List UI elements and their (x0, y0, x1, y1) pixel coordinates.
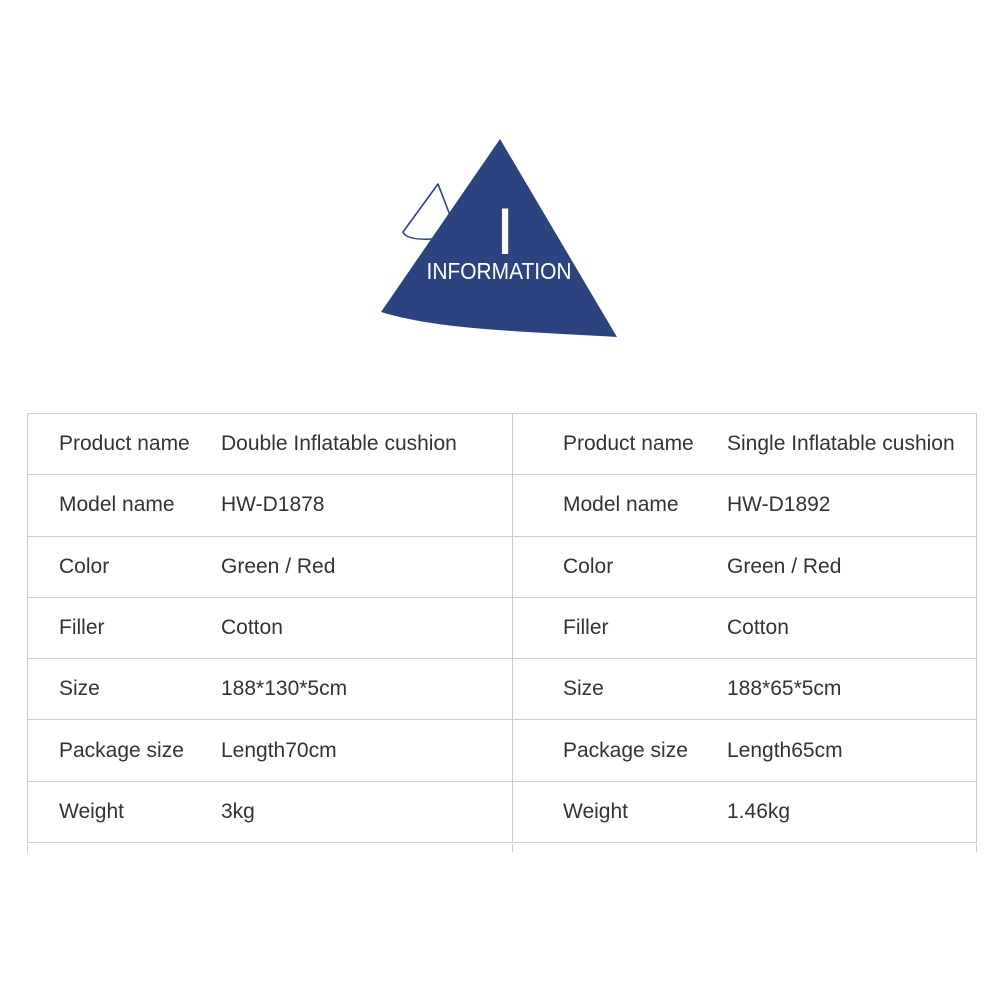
spec-label: Package size (563, 738, 688, 762)
spec-label: Filler (59, 615, 105, 639)
table-row (513, 659, 976, 720)
spec-label: Color (563, 554, 614, 578)
table-row (513, 782, 976, 842)
spec-label: Size (563, 677, 604, 701)
table-row (513, 598, 976, 659)
table-cutoff-stub (976, 844, 977, 852)
spec-label: Model name (563, 493, 679, 517)
spec-value: 3kg (221, 799, 255, 823)
logo-title: INFORMATION (426, 258, 572, 284)
spec-value: Length65cm (727, 738, 843, 762)
table-row (513, 475, 976, 536)
spec-label: Size (59, 677, 100, 701)
spec-value: Cotton (727, 615, 789, 639)
spec-label: Filler (563, 615, 609, 639)
spec-value: Green / Red (727, 554, 842, 578)
spec-label: Model name (59, 493, 175, 517)
spec-label: Package size (59, 738, 184, 762)
table-row (28, 659, 512, 720)
information-logo (360, 120, 660, 365)
table-row (28, 720, 512, 781)
spec-value: Cotton (221, 615, 283, 639)
table-row (513, 414, 976, 475)
table-cutoff-stub (512, 844, 513, 852)
table-row (28, 537, 512, 598)
spec-value: HW-D1878 (221, 493, 325, 517)
spec-value: Single Inflatable cushion (727, 432, 955, 456)
spec-label: Weight (563, 799, 628, 823)
spec-value: Length70cm (221, 738, 337, 762)
table-row (28, 475, 512, 536)
spec-label: Product name (59, 432, 190, 456)
table-row (513, 537, 976, 598)
table-cutoff-stub (27, 844, 28, 852)
table-row (513, 720, 976, 781)
spec-label: Color (59, 554, 110, 578)
spec-value: HW-D1892 (727, 493, 831, 517)
spec-value: 188*65*5cm (727, 677, 842, 701)
spec-value: 188*130*5cm (221, 677, 348, 701)
spec-table-double-cushion (28, 414, 513, 842)
table-row (28, 598, 512, 659)
logo-letter-mark: I (495, 194, 515, 268)
spec-table-single-cushion (513, 414, 976, 842)
spec-label: Product name (563, 432, 694, 456)
table-row (28, 414, 512, 475)
spec-value: 1.46kg (727, 799, 791, 823)
spec-table (27, 413, 977, 843)
spec-value: Double Inflatable cushion (221, 432, 457, 456)
spec-label: Weight (59, 799, 124, 823)
table-row (28, 782, 512, 842)
spec-value: Green / Red (221, 554, 336, 578)
